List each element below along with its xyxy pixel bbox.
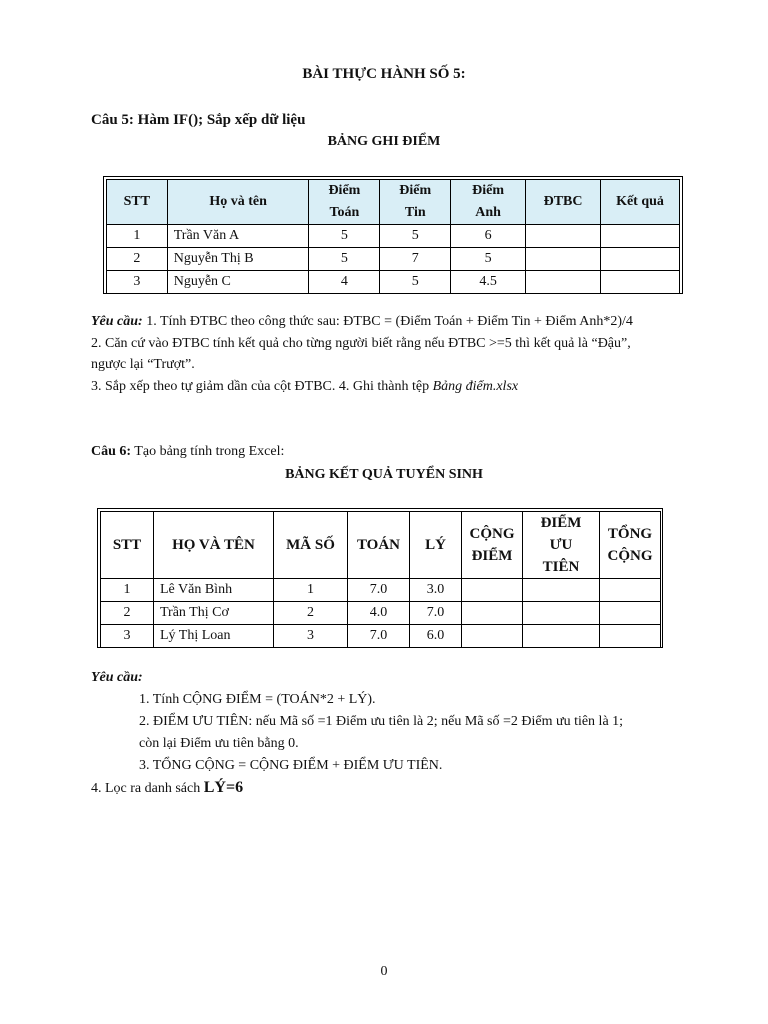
table-row xyxy=(101,579,661,602)
table-cell: Nguyễn Thị B xyxy=(167,248,309,271)
page-number: 0 xyxy=(380,964,388,979)
table-cell: 5 xyxy=(309,225,380,248)
q6-admission-table xyxy=(100,511,661,648)
table-cell: 4 xyxy=(309,271,380,294)
table-cell: 3 xyxy=(274,625,348,648)
table-cell: 5 xyxy=(451,248,526,271)
table-cell: Lê Văn Bình xyxy=(154,579,274,602)
q6-header-cell: LÝ xyxy=(410,512,462,579)
table-cell: 3.0 xyxy=(410,579,462,602)
table-row xyxy=(107,248,680,271)
table-cell xyxy=(462,579,523,602)
q5-requirement-2: 2. Căn cứ vào ĐTBC tính kết quả cho từng người biết rằng nếu ĐTBC >=5 thì kết quả là “Đậu”, xyxy=(91,336,631,351)
table-cell: 7 xyxy=(380,248,451,271)
page-title: BÀI THỰC HÀNH SỐ 5: xyxy=(302,66,466,82)
table-cell: 4.5 xyxy=(451,271,526,294)
table-cell xyxy=(462,602,523,625)
table-cell: 2 xyxy=(107,248,168,271)
table-cell: 5 xyxy=(309,248,380,271)
table-cell: Nguyễn C xyxy=(167,271,309,294)
q6-header-row xyxy=(101,512,661,579)
table-cell: 7.0 xyxy=(410,602,462,625)
table-cell xyxy=(600,271,679,294)
q6-header-cell: STT xyxy=(101,512,154,579)
q5-header-cell: STT xyxy=(107,180,168,225)
table-cell xyxy=(600,248,679,271)
table-cell: Trần Văn A xyxy=(167,225,309,248)
q5-score-table xyxy=(106,179,680,294)
table-cell xyxy=(600,602,661,625)
q6-header-cell: TOÁN xyxy=(348,512,410,579)
q5-requirement-2b: ngược lại “Trượt”. xyxy=(91,357,195,372)
q5-header-cell: Điểm Anh xyxy=(451,180,526,225)
q6-requirement-4: 4. Lọc ra danh sách LÝ=6 xyxy=(91,779,244,796)
q5-header-cell: Điểm Toán xyxy=(309,180,380,225)
table-cell: 6 xyxy=(451,225,526,248)
q6-header-cell: TỔNG CỘNG xyxy=(600,512,661,579)
q6-header-cell: HỌ VÀ TÊN xyxy=(154,512,274,579)
q5-header-cell: ĐTBC xyxy=(526,180,601,225)
table-cell: 3 xyxy=(107,271,168,294)
table-cell: 1 xyxy=(274,579,348,602)
table-cell xyxy=(600,225,679,248)
table-cell: 2 xyxy=(274,602,348,625)
table-cell xyxy=(523,625,600,648)
q5-header-cell: Họ và tên xyxy=(167,180,309,225)
q5-header-cell: Điểm Tin xyxy=(380,180,451,225)
q6-header-cell: MÃ SỐ xyxy=(274,512,348,579)
q6-heading: Câu 6: Tạo bảng tính trong Excel: xyxy=(91,444,285,459)
table-cell xyxy=(523,579,600,602)
table-row xyxy=(101,602,661,625)
table-cell: 7.0 xyxy=(348,579,410,602)
table-cell: 1 xyxy=(107,225,168,248)
q5-heading: Câu 5: Hàm IF(); Sắp xếp dữ liệu xyxy=(91,112,306,128)
table-cell xyxy=(600,579,661,602)
table-cell: Trần Thị Cơ xyxy=(154,602,274,625)
table-cell: 6.0 xyxy=(410,625,462,648)
table-cell xyxy=(462,625,523,648)
q6-requirement-3: 3. TỔNG CỘNG = CỘNG ĐIỂM + ĐIỂM ƯU TIÊN. xyxy=(139,758,443,773)
q6-table-title: BẢNG KẾT QUẢ TUYỂN SINH xyxy=(285,467,483,482)
table-cell: 4.0 xyxy=(348,602,410,625)
q5-requirement-3-4: 3. Sắp xếp theo tự giảm dần của cột ĐTBC. 4. Ghi thành tệp Bảng điểm.xlsx xyxy=(91,379,519,394)
q5-header-cell: Kết quả xyxy=(600,180,679,225)
q5-header-row xyxy=(107,180,680,225)
table-cell: 3 xyxy=(101,625,154,648)
q5-requirement-1: Yêu cầu: 1. Tính ĐTBC theo công thức sau: ĐTBC = (Điểm Toán + Điểm Tin + Điểm Anh*2)/4 xyxy=(91,314,633,329)
q6-requirement-2b: còn lại Điểm ưu tiên bằng 0. xyxy=(139,736,299,751)
table-cell xyxy=(526,225,601,248)
table-row xyxy=(101,625,661,648)
table-cell: 5 xyxy=(380,271,451,294)
table-cell xyxy=(600,625,661,648)
q5-table-title: BẢNG GHI ĐIỂM xyxy=(327,134,441,149)
q6-header-cell: CỘNG ĐIỂM xyxy=(462,512,523,579)
table-cell: 1 xyxy=(101,579,154,602)
q6-requirement-1: 1. Tính CỘNG ĐIỂM = (TOÁN*2 + LÝ). xyxy=(139,692,376,707)
table-cell: 7.0 xyxy=(348,625,410,648)
table-cell xyxy=(526,271,601,294)
table-row xyxy=(107,225,680,248)
table-cell: Lý Thị Loan xyxy=(154,625,274,648)
q6-header-cell: ĐIỂM ƯU TIÊN xyxy=(523,512,600,579)
table-row xyxy=(107,271,680,294)
table-cell xyxy=(523,602,600,625)
table-cell xyxy=(526,248,601,271)
table-cell: 2 xyxy=(101,602,154,625)
q6-requirement-label: Yêu cầu: xyxy=(91,670,143,685)
table-cell: 5 xyxy=(380,225,451,248)
q6-requirement-2: 2. ĐIỂM ƯU TIÊN: nếu Mã số =1 Điểm ưu tiên là 2; nếu Mã số =2 Điểm ưu tiên là 1; xyxy=(139,714,624,729)
